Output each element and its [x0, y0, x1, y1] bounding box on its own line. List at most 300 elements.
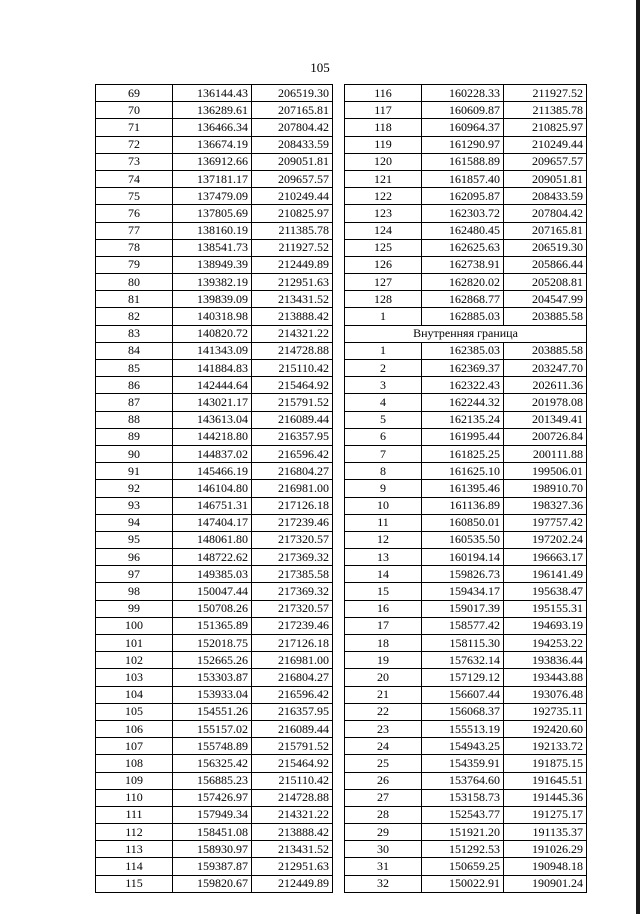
x-coordinate: 139839.09	[173, 291, 252, 308]
point-number: 25	[345, 755, 422, 772]
y-coordinate: 203247.70	[504, 360, 587, 377]
point-number: 84	[96, 342, 173, 359]
table-row	[345, 308, 587, 325]
x-coordinate: 149385.03	[173, 566, 252, 583]
x-coordinate: 162244.32	[422, 394, 504, 411]
table-row	[96, 806, 333, 823]
point-number: 27	[345, 789, 422, 806]
table-row	[96, 170, 333, 187]
x-coordinate: 137479.09	[173, 188, 252, 205]
x-coordinate: 161995.44	[422, 428, 504, 445]
table-row	[96, 841, 333, 858]
y-coordinate: 191275.17	[504, 806, 587, 823]
table-row	[96, 669, 333, 686]
x-coordinate: 162885.03	[422, 308, 504, 325]
point-number: 87	[96, 394, 173, 411]
y-coordinate: 205866.44	[504, 256, 587, 273]
y-coordinate: 215791.52	[252, 738, 333, 755]
point-number: 28	[345, 806, 422, 823]
table-row	[345, 291, 587, 308]
point-number: 128	[345, 291, 422, 308]
y-coordinate: 210825.97	[252, 205, 333, 222]
y-coordinate: 200726.84	[504, 428, 587, 445]
point-number: 71	[96, 119, 173, 136]
x-coordinate: 162322.43	[422, 377, 504, 394]
table-row	[345, 222, 587, 239]
x-coordinate: 143613.04	[173, 411, 252, 428]
table-row	[345, 635, 587, 652]
x-coordinate: 156325.42	[173, 755, 252, 772]
point-number: 31	[345, 858, 422, 875]
point-number: 21	[345, 686, 422, 703]
table-row	[96, 342, 333, 359]
table-row	[345, 188, 587, 205]
table-row	[345, 806, 587, 823]
point-number: 110	[96, 789, 173, 806]
y-coordinate: 203885.58	[504, 342, 587, 359]
y-coordinate: 197757.42	[504, 514, 587, 531]
x-coordinate: 136289.61	[173, 102, 252, 119]
x-coordinate: 136466.34	[173, 119, 252, 136]
x-coordinate: 162820.02	[422, 274, 504, 291]
point-number: 4	[345, 394, 422, 411]
y-coordinate: 217239.46	[252, 617, 333, 634]
table-row	[345, 583, 587, 600]
point-number: 22	[345, 703, 422, 720]
point-number: 123	[345, 205, 422, 222]
point-number: 105	[96, 703, 173, 720]
x-coordinate: 161857.40	[422, 170, 504, 187]
table-row	[96, 256, 333, 273]
point-number: 126	[345, 256, 422, 273]
table-row	[96, 428, 333, 445]
table-row	[345, 549, 587, 566]
point-number: 85	[96, 360, 173, 377]
point-number: 115	[96, 875, 173, 892]
table-row	[345, 875, 587, 892]
point-number: 117	[345, 102, 422, 119]
x-coordinate: 157426.97	[173, 789, 252, 806]
table-row	[96, 480, 333, 497]
table-row	[345, 136, 587, 153]
x-coordinate: 159387.87	[173, 858, 252, 875]
x-coordinate: 157129.12	[422, 669, 504, 686]
point-number: 104	[96, 686, 173, 703]
table-row	[96, 789, 333, 806]
x-coordinate: 140820.72	[173, 325, 252, 342]
x-coordinate: 152543.77	[422, 806, 504, 823]
y-coordinate: 193076.48	[504, 686, 587, 703]
point-number: 98	[96, 583, 173, 600]
point-number: 92	[96, 480, 173, 497]
table-row	[96, 205, 333, 222]
table-row	[96, 445, 333, 462]
y-coordinate: 201349.41	[504, 411, 587, 428]
point-number: 83	[96, 325, 173, 342]
point-number: 108	[96, 755, 173, 772]
table-row	[96, 686, 333, 703]
table-row	[96, 514, 333, 531]
table-row	[345, 772, 587, 789]
y-coordinate: 198910.70	[504, 480, 587, 497]
table-row	[96, 411, 333, 428]
y-coordinate: 206519.30	[252, 85, 333, 102]
point-number: 2	[345, 360, 422, 377]
y-coordinate: 210249.44	[504, 136, 587, 153]
x-coordinate: 151292.53	[422, 841, 504, 858]
point-number: 5	[345, 411, 422, 428]
y-coordinate: 194693.19	[504, 617, 587, 634]
x-coordinate: 160228.33	[422, 85, 504, 102]
coordinates-table-left	[95, 84, 333, 893]
x-coordinate: 148722.62	[173, 549, 252, 566]
point-number: 127	[345, 274, 422, 291]
x-coordinate: 153303.87	[173, 669, 252, 686]
x-coordinate: 150022.91	[422, 875, 504, 892]
point-number: 103	[96, 669, 173, 686]
x-coordinate: 150047.44	[173, 583, 252, 600]
x-coordinate: 162738.91	[422, 256, 504, 273]
x-coordinate: 160964.37	[422, 119, 504, 136]
y-coordinate: 193836.44	[504, 652, 587, 669]
page-number: 105	[310, 60, 330, 75]
y-coordinate: 215110.42	[252, 360, 333, 377]
table-row	[96, 549, 333, 566]
table-row	[96, 377, 333, 394]
point-number: 74	[96, 170, 173, 187]
table-row	[96, 136, 333, 153]
x-coordinate: 156607.44	[422, 686, 504, 703]
point-number: 78	[96, 239, 173, 256]
point-number: 125	[345, 239, 422, 256]
x-coordinate: 157632.14	[422, 652, 504, 669]
y-coordinate: 213888.42	[252, 308, 333, 325]
point-number: 106	[96, 720, 173, 737]
y-coordinate: 191645.51	[504, 772, 587, 789]
x-coordinate: 139382.19	[173, 274, 252, 291]
y-coordinate: 195638.47	[504, 583, 587, 600]
x-coordinate: 158930.97	[173, 841, 252, 858]
x-coordinate: 146751.31	[173, 497, 252, 514]
table-row	[96, 325, 333, 342]
x-coordinate: 162303.72	[422, 205, 504, 222]
point-number: 90	[96, 445, 173, 462]
x-coordinate: 161588.89	[422, 153, 504, 170]
y-coordinate: 210249.44	[252, 188, 333, 205]
table-row	[96, 531, 333, 548]
y-coordinate: 199506.01	[504, 463, 587, 480]
x-coordinate: 161625.10	[422, 463, 504, 480]
point-number: 121	[345, 170, 422, 187]
y-coordinate: 217385.58	[252, 566, 333, 583]
section-heading-row	[345, 325, 587, 342]
y-coordinate: 200111.88	[504, 445, 587, 462]
x-coordinate: 160535.50	[422, 531, 504, 548]
table-row	[96, 291, 333, 308]
y-coordinate: 196141.49	[504, 566, 587, 583]
point-number: 124	[345, 222, 422, 239]
y-coordinate: 211927.52	[504, 85, 587, 102]
y-coordinate: 216804.27	[252, 463, 333, 480]
y-coordinate: 190948.18	[504, 858, 587, 875]
y-coordinate: 194253.22	[504, 635, 587, 652]
y-coordinate: 191445.36	[504, 789, 587, 806]
table-row	[345, 858, 587, 875]
table-row	[96, 738, 333, 755]
x-coordinate: 137805.69	[173, 205, 252, 222]
point-number: 122	[345, 188, 422, 205]
point-number: 81	[96, 291, 173, 308]
y-coordinate: 215110.42	[252, 772, 333, 789]
x-coordinate: 146104.80	[173, 480, 252, 497]
y-coordinate: 195155.31	[504, 600, 587, 617]
x-coordinate: 154551.26	[173, 703, 252, 720]
y-coordinate: 217239.46	[252, 514, 333, 531]
y-coordinate: 212449.89	[252, 256, 333, 273]
table-row	[345, 755, 587, 772]
point-number: 17	[345, 617, 422, 634]
x-coordinate: 138541.73	[173, 239, 252, 256]
point-number: 69	[96, 85, 173, 102]
table-row	[96, 85, 333, 102]
point-number: 6	[345, 428, 422, 445]
x-coordinate: 142444.64	[173, 377, 252, 394]
point-number: 82	[96, 308, 173, 325]
table-row	[345, 377, 587, 394]
x-coordinate: 137181.17	[173, 170, 252, 187]
table-row	[96, 703, 333, 720]
x-coordinate: 160194.14	[422, 549, 504, 566]
x-coordinate: 136912.66	[173, 153, 252, 170]
y-coordinate: 217126.18	[252, 497, 333, 514]
y-coordinate: 192735.11	[504, 703, 587, 720]
y-coordinate: 193443.88	[504, 669, 587, 686]
point-number: 120	[345, 153, 422, 170]
point-number: 111	[96, 806, 173, 823]
x-coordinate: 152665.26	[173, 652, 252, 669]
coordinates-table-right	[344, 84, 587, 893]
point-number: 20	[345, 669, 422, 686]
x-coordinate: 154359.91	[422, 755, 504, 772]
y-coordinate: 217369.32	[252, 549, 333, 566]
table-row	[345, 514, 587, 531]
point-number: 1	[345, 308, 422, 325]
y-coordinate: 192420.60	[504, 720, 587, 737]
x-coordinate: 158451.08	[173, 824, 252, 841]
x-coordinate: 150708.26	[173, 600, 252, 617]
x-coordinate: 162480.45	[422, 222, 504, 239]
point-number: 26	[345, 772, 422, 789]
y-coordinate: 216596.42	[252, 686, 333, 703]
y-coordinate: 204547.99	[504, 291, 587, 308]
x-coordinate: 136144.43	[173, 85, 252, 102]
y-coordinate: 212951.63	[252, 274, 333, 291]
x-coordinate: 154943.25	[422, 738, 504, 755]
x-coordinate: 161290.97	[422, 136, 504, 153]
table-row	[345, 445, 587, 462]
y-coordinate: 216089.44	[252, 720, 333, 737]
y-coordinate: 209657.57	[504, 153, 587, 170]
point-number: 76	[96, 205, 173, 222]
point-number: 29	[345, 824, 422, 841]
point-number: 100	[96, 617, 173, 634]
table-row	[345, 531, 587, 548]
point-number: 13	[345, 549, 422, 566]
y-coordinate: 211385.78	[504, 102, 587, 119]
y-coordinate: 207165.81	[252, 102, 333, 119]
table-row	[96, 188, 333, 205]
point-number: 3	[345, 377, 422, 394]
y-coordinate: 209051.81	[252, 153, 333, 170]
table-row	[96, 497, 333, 514]
point-number: 116	[345, 85, 422, 102]
y-coordinate: 217369.32	[252, 583, 333, 600]
point-number: 11	[345, 514, 422, 531]
table-row	[96, 566, 333, 583]
table-row	[345, 170, 587, 187]
y-coordinate: 217320.57	[252, 531, 333, 548]
table-row	[96, 720, 333, 737]
table-row	[345, 463, 587, 480]
x-coordinate: 161395.46	[422, 480, 504, 497]
point-number: 91	[96, 463, 173, 480]
point-number: 96	[96, 549, 173, 566]
point-number: 101	[96, 635, 173, 652]
x-coordinate: 155748.89	[173, 738, 252, 755]
y-coordinate: 215464.92	[252, 377, 333, 394]
x-coordinate: 136674.19	[173, 136, 252, 153]
y-coordinate: 216357.95	[252, 428, 333, 445]
y-coordinate: 215464.92	[252, 755, 333, 772]
x-coordinate: 160850.01	[422, 514, 504, 531]
y-coordinate: 214321.22	[252, 806, 333, 823]
x-coordinate: 138160.19	[173, 222, 252, 239]
y-coordinate: 214321.22	[252, 325, 333, 342]
y-coordinate: 217126.18	[252, 635, 333, 652]
table-row	[96, 119, 333, 136]
table-row	[345, 102, 587, 119]
y-coordinate: 212951.63	[252, 858, 333, 875]
y-coordinate: 190901.24	[504, 875, 587, 892]
y-coordinate: 217320.57	[252, 600, 333, 617]
point-number: 94	[96, 514, 173, 531]
table-row	[345, 411, 587, 428]
y-coordinate: 192133.72	[504, 738, 587, 755]
y-coordinate: 214728.88	[252, 789, 333, 806]
y-coordinate: 216981.00	[252, 480, 333, 497]
y-coordinate: 208433.59	[252, 136, 333, 153]
point-number: 79	[96, 256, 173, 273]
y-coordinate: 207804.42	[252, 119, 333, 136]
table-row	[345, 566, 587, 583]
table-row	[96, 875, 333, 892]
table-row	[345, 617, 587, 634]
table-row	[345, 720, 587, 737]
x-coordinate: 161136.89	[422, 497, 504, 514]
table-row	[96, 360, 333, 377]
point-number: 102	[96, 652, 173, 669]
y-coordinate: 216981.00	[252, 652, 333, 669]
y-coordinate: 203885.58	[504, 308, 587, 325]
point-number: 72	[96, 136, 173, 153]
point-number: 88	[96, 411, 173, 428]
table-row	[96, 772, 333, 789]
x-coordinate: 162095.87	[422, 188, 504, 205]
point-number: 14	[345, 566, 422, 583]
table-row	[345, 119, 587, 136]
table-row	[96, 308, 333, 325]
x-coordinate: 159820.67	[173, 875, 252, 892]
table-row	[345, 600, 587, 617]
x-coordinate: 144218.80	[173, 428, 252, 445]
table-row	[345, 342, 587, 359]
y-coordinate: 210825.97	[504, 119, 587, 136]
y-coordinate: 207804.42	[504, 205, 587, 222]
point-number: 80	[96, 274, 173, 291]
table-row	[345, 824, 587, 841]
table-row	[345, 205, 587, 222]
inner-border-heading: Внутренняя граница	[345, 325, 587, 342]
y-coordinate: 216804.27	[252, 669, 333, 686]
table-row	[96, 617, 333, 634]
table-row	[345, 789, 587, 806]
y-coordinate: 216357.95	[252, 703, 333, 720]
table-row	[345, 394, 587, 411]
scan-edge	[636, 0, 640, 914]
point-number: 113	[96, 841, 173, 858]
x-coordinate: 162868.77	[422, 291, 504, 308]
table-row	[345, 274, 587, 291]
point-number: 7	[345, 445, 422, 462]
table-row	[345, 669, 587, 686]
point-number: 86	[96, 377, 173, 394]
y-coordinate: 214728.88	[252, 342, 333, 359]
table-row	[96, 239, 333, 256]
table-row	[96, 153, 333, 170]
point-number: 70	[96, 102, 173, 119]
point-number: 95	[96, 531, 173, 548]
table-row	[96, 755, 333, 772]
x-coordinate: 158577.42	[422, 617, 504, 634]
point-number: 114	[96, 858, 173, 875]
point-number: 30	[345, 841, 422, 858]
x-coordinate: 153933.04	[173, 686, 252, 703]
table-row	[96, 635, 333, 652]
table-row	[345, 652, 587, 669]
x-coordinate: 152018.75	[173, 635, 252, 652]
x-coordinate: 148061.80	[173, 531, 252, 548]
table-row	[96, 222, 333, 239]
table-row	[345, 85, 587, 102]
y-coordinate: 208433.59	[504, 188, 587, 205]
point-number: 93	[96, 497, 173, 514]
x-coordinate: 161825.25	[422, 445, 504, 462]
table-row	[96, 394, 333, 411]
y-coordinate: 211385.78	[252, 222, 333, 239]
point-number: 10	[345, 497, 422, 514]
y-coordinate: 191026.29	[504, 841, 587, 858]
table-row	[345, 239, 587, 256]
y-coordinate: 213431.52	[252, 841, 333, 858]
point-number: 107	[96, 738, 173, 755]
point-number: 18	[345, 635, 422, 652]
table-row	[345, 360, 587, 377]
x-coordinate: 162369.37	[422, 360, 504, 377]
point-number: 73	[96, 153, 173, 170]
point-number: 32	[345, 875, 422, 892]
x-coordinate: 156068.37	[422, 703, 504, 720]
y-coordinate: 198327.36	[504, 497, 587, 514]
